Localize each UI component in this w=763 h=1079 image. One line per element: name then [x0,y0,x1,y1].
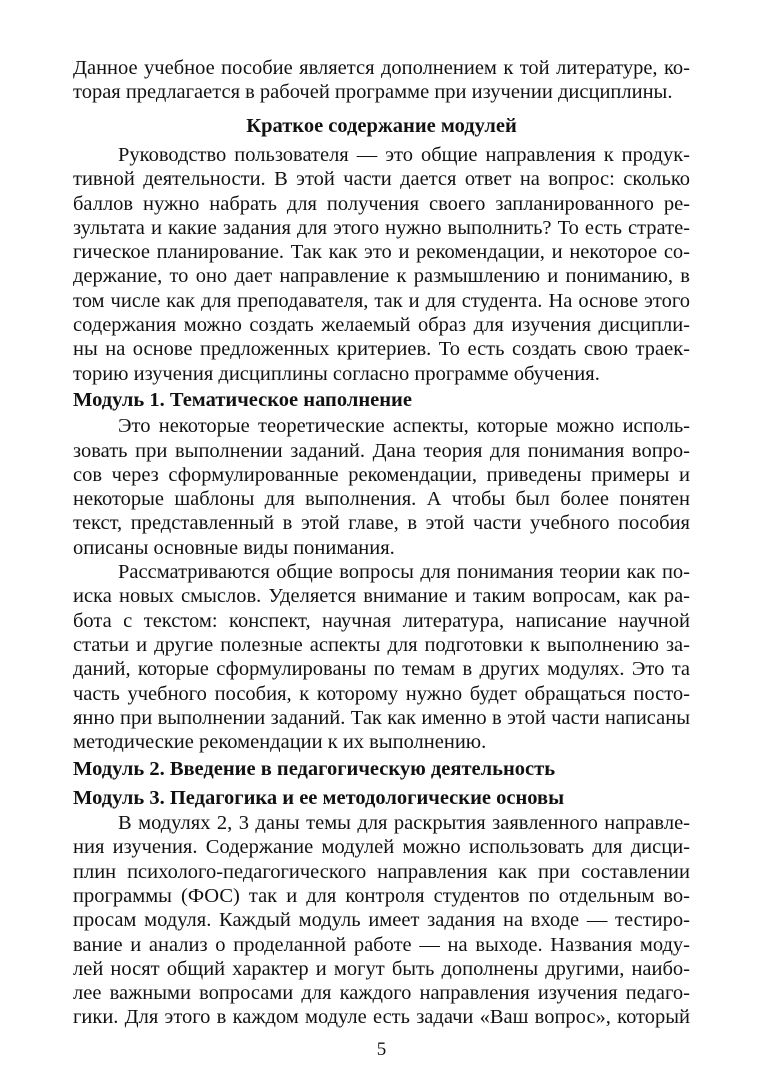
module-1-text-line: методические рекомендации к их выполнению. [73,731,487,754]
module-2-3-text-line: просам модуля. Каждый модуль имеет задания на входе — тестиро- [73,909,690,932]
summary-text-line: Руководство пользователя — это общие направления к продук- [118,143,690,166]
module-1-text-line: описаны основные виды понимания. [73,536,395,559]
module-1-text-line: зовать при выполнении заданий. Дана теория для понимания вопро- [73,439,690,462]
summary-text-line: том числе как для преподавателя, так и для студента. На основе этого [73,289,690,312]
intro-text-line: торая предлагается в рабочей программе при изучении дисциплины. [73,81,673,104]
module-2-3-text-line: ния изучения. Содержание модулей можно использовать для дисци- [73,836,690,859]
module-2-3-text-line: программы (ФОС) так и для контроля студентов по отдельным во- [73,884,690,907]
summary-text-line: торию изучения дисциплины согласно программе обучения. [73,362,600,385]
module-2-3-text-line: лей носят общий характер и могут быть дополнены другими, наибо- [73,957,690,980]
summary-text-line: баллов нужно набрать для получения своего запланированного ре- [73,192,690,215]
summary-text-line: держание, то оно дает направление к размышлению и пониманию, в [73,265,690,288]
summary-heading: Краткое содержание модулей [246,114,517,137]
summary-text-line: ны на основе предложенных критериев. То есть создать свою траек- [73,338,690,361]
summary-text-line: тивной деятельности. В этой части дается ответ на вопрос: сколько [73,168,690,191]
module-1-text-line: часть учебного пособия, к которому нужно будет обращаться посто- [73,682,690,705]
intro-text-line: Данное учебное пособие является дополнением к той литературе, ко- [73,57,690,79]
module-1-text-line: Это некоторые теоретические аспекты, которые можно исполь- [118,415,690,438]
module-2-3-text-line: вание и анализ о проделанной работе — на выходе. Названия моду- [73,933,690,956]
summary-text-line: зультата и какие задания для этого нужно выполнить? То есть страте- [73,216,690,239]
module-1-text-line: бота с текстом: конспект, научная литература, написание научной [73,609,690,632]
module-2-3-text-line: лее важными вопросами для каждого направления изучения педаго- [73,982,690,1005]
module-1-text-line: янно при выполнении заданий. Так как именно в этой части написаны [73,706,690,729]
module-1-text-line: текст, представленный в этой главе, в этой части учебного пособия [73,512,690,535]
module-1-text-line: статьи и другие полезные аспекты для подготовки к выполнению за- [73,633,690,656]
module-1-text-line: некоторые шаблоны для выполнения. А чтобы был более понятен [73,488,690,511]
module-1-text-line: иска новых смыслов. Уделяется внимание и таким вопросам, как ра- [73,585,690,608]
module-2-heading: Модуль 2. Введение в педагогическую деятельность [73,758,556,781]
module-2-3-text-line: плин психолого-педагогического направления как при составлении [73,860,690,883]
module-3-heading: Модуль 3. Педагогика и ее методологические основы [73,786,565,809]
page-number: 5 [376,1039,387,1060]
module-2-3-text-line: гики. Для этого в каждом модуле есть задачи «Ваш вопрос», который [73,1006,690,1029]
module-1-text-line: Рассматриваются общие вопросы для понимания теории как по- [118,561,690,583]
module-2-3-text-line: В модулях 2, 3 даны темы для раскрытия заявленного направле- [118,812,690,834]
summary-text-line: гическое планирование. Так как это и рекомендации, и некоторое со- [73,241,690,264]
module-1-text-line: даний, которые сформулированы по темам в других модулях. Это та [73,658,690,681]
summary-text-line: содержания можно создать желаемый образ для изучения дисципли- [73,314,690,336]
module-1-heading: Модуль 1. Тематическое наполнение [73,388,412,411]
module-1-text-line: сов через сформулированные рекомендации, приведены примеры и [73,463,690,486]
